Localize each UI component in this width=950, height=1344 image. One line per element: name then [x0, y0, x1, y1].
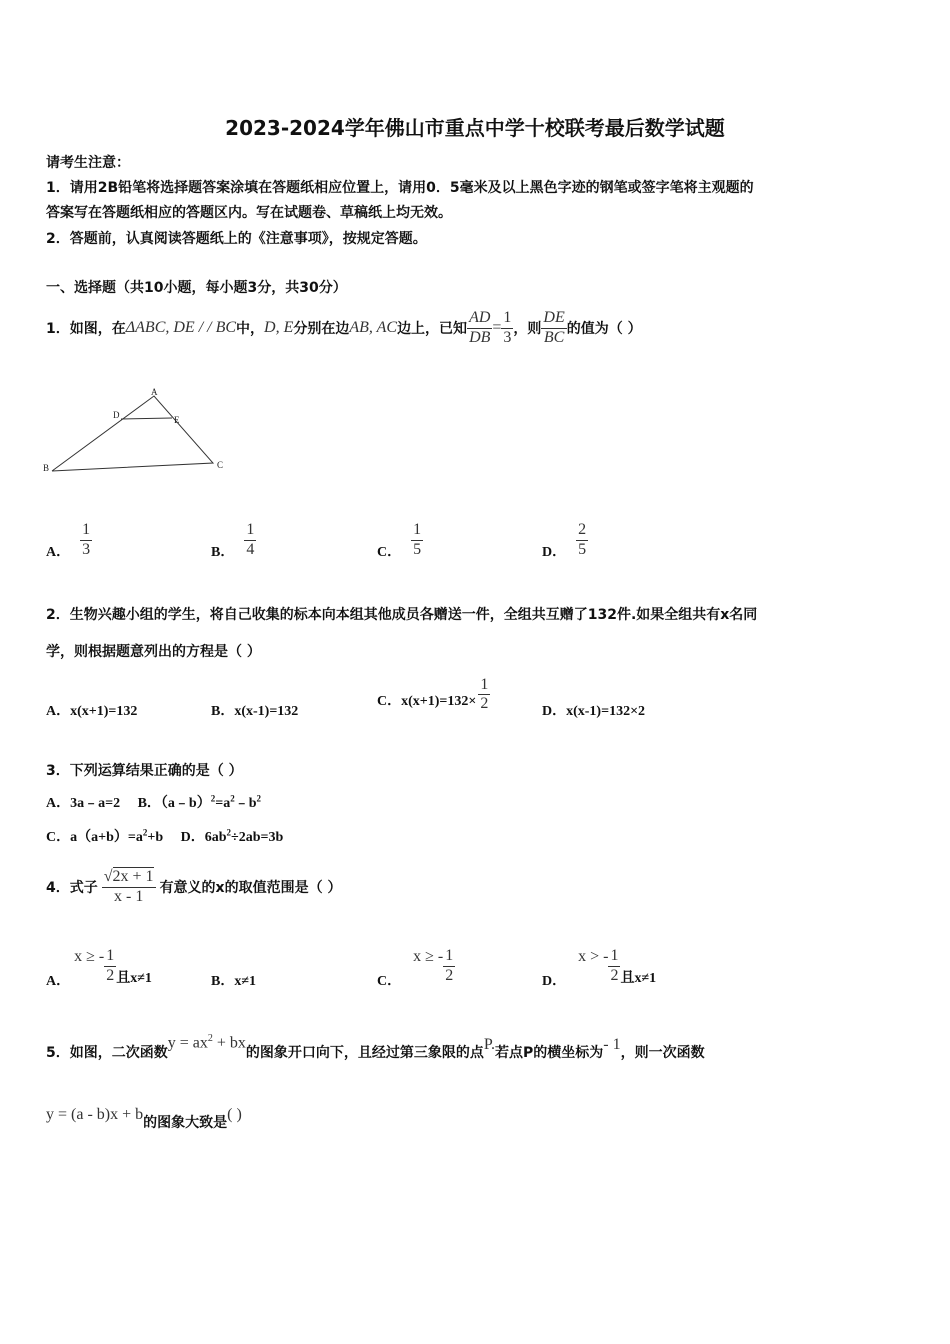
q3-options-row-2	[46, 826, 283, 846]
question-2-line-1: 2．生物兴趣小组的学生，将自己收集的标本向本组其他成员各赠送一件，全组共互赠了132件.如果全组共有x名同	[46, 607, 758, 623]
q1-option-b[interactable]: B． $\frac{1}{4}$	[211, 521, 255, 560]
label-c: C	[217, 460, 224, 470]
q1-fraction-one-third: $\frac{1}{3}$	[503, 309, 512, 346]
q1-option-d[interactable]: D． $\frac{2}{5}$	[542, 521, 587, 560]
label-b: B	[43, 463, 50, 473]
q5-linear-function: y = (a - b)x + b	[46, 1106, 144, 1123]
q5-text-3: 若点P的横坐标为	[495, 1045, 604, 1061]
q4-option-d[interactable]: D． x > - $\frac{1}{2}$ 且x≠1	[542, 947, 657, 989]
q2-option-d[interactable]: D．x(x-1)=132×2	[542, 704, 646, 719]
q1-text-5: ，则	[513, 321, 542, 337]
q4-option-d-fraction: $\frac{1}{2}$	[610, 947, 619, 984]
q1-fraction-ad-db: $\frac{AD}{DB}$	[469, 309, 491, 346]
q2-option-c-fraction: $\frac{1}{2}$	[480, 676, 489, 713]
q2-option-a[interactable]: A．x(x+1)=132	[46, 704, 138, 719]
section-heading: 一、选择题（共10小题，每小题3分，共30分）	[46, 280, 347, 296]
q3-option-a[interactable]: A．3a﹣a=2	[46, 796, 121, 811]
q1-math-sides: AB, AC	[349, 319, 398, 336]
notes-heading: 请考生注意：	[46, 155, 130, 171]
question-1-stem	[46, 300, 642, 356]
label-d: D	[113, 410, 120, 420]
q1-math-triangle: ΔABC, DE / / BC	[125, 319, 237, 336]
q4-option-c-fraction: $\frac{1}{2}$	[445, 947, 454, 984]
q5-line-2-text: 的图象大致是	[143, 1115, 228, 1131]
q1-equals: =	[492, 319, 502, 336]
q1-option-a[interactable]: A． $\frac{1}{3}$	[46, 521, 91, 560]
q5-text-4: ，则一次函数	[620, 1045, 705, 1061]
q4-option-b[interactable]: B．x≠1	[211, 974, 257, 989]
q2-option-c[interactable]: C．x(x+1)=132× $\frac{1}{2}$	[377, 676, 489, 713]
question-3-stem: 3．下列运算结果正确的是（ ）	[46, 763, 243, 779]
q1-option-a-fraction: $\frac{1}{3}$	[82, 521, 91, 558]
q5-answer-paren: ( )	[227, 1106, 242, 1123]
q1-text-4: 边上，已知	[397, 321, 468, 337]
question-5-line-1	[46, 1030, 705, 1066]
q1-fraction-de-bc: $\frac{DE}{BC}$	[543, 309, 565, 346]
note-2: 2．答题前，认真阅读答题纸上的《注意事项》，按规定答题。	[46, 231, 427, 247]
label-a: A	[151, 387, 158, 397]
q4-prefix: 4．式子	[46, 880, 98, 896]
q3-options-row-1	[46, 792, 261, 812]
q1-text-2: 中，	[236, 321, 265, 337]
q2-option-b[interactable]: B．x(x-1)=132	[211, 704, 299, 719]
segment-de	[121, 418, 172, 419]
q4-suffix: 有意义的x的取值范围是（ ）	[159, 880, 342, 896]
radical-sign: √	[103, 868, 113, 886]
note-1-line-2: 答案写在答题纸相应的答题区内。写在试题卷、草稿纸上均无效。	[46, 205, 452, 221]
q1-text-3: 分别在边	[293, 321, 350, 337]
q5-quadratic: $y = ax^2$ + bx	[167, 1032, 246, 1051]
triangle-abc	[52, 396, 213, 471]
q1-text-6: 的值为（ ）	[566, 321, 642, 337]
note-1-line-1: 1．请用2B铅笔将选择题答案涂填在答题纸相应位置上，请用0．5毫米及以上黑色字迹的钢笔或签字笔将主观题的	[46, 180, 754, 196]
q1-option-c-fraction: $\frac{1}{5}$	[413, 521, 422, 558]
page-title: 2023-2024学年佛山市重点中学十校联考最后数学试题	[225, 116, 725, 140]
q1-option-d-fraction: $\frac{2}{5}$	[578, 521, 587, 558]
question-4-stem	[46, 860, 341, 914]
q1-option-b-fraction: $\frac{1}{4}$	[246, 521, 255, 558]
q3-option-c[interactable]: C．$a(a+b)=a^2+b$	[46, 827, 164, 845]
q5-point-p: P.	[483, 1036, 496, 1053]
q4-option-a-fraction: $\frac{1}{2}$	[106, 947, 115, 984]
q4-expression: $\frac{√2x + 1}{x - 1}$	[103, 868, 154, 905]
q1-option-c[interactable]: C． $\frac{1}{5}$	[377, 521, 422, 560]
q4-option-a[interactable]: A． x ≥ - $\frac{1}{2}$ 且x≠1	[46, 947, 152, 989]
question-5-line-2	[46, 1100, 242, 1136]
q1-prefix: 1．如图，在	[46, 321, 126, 337]
q5-prefix: 5．如图，二次函数	[46, 1045, 168, 1061]
q5-neg-one: - 1	[603, 1036, 621, 1053]
question-2-line-2: 学，则根据题意列出的方程是（ ）	[46, 644, 261, 660]
q4-option-c[interactable]: C． x ≥ - $\frac{1}{2}$	[377, 947, 454, 989]
q3-option-d[interactable]: D．$6ab^2\div 2ab=3b$	[180, 827, 284, 845]
q1-math-points: D, E	[264, 319, 294, 336]
triangle-figure	[40, 385, 230, 480]
label-e: E	[174, 415, 180, 425]
q3-option-b[interactable]: B．$(a﹣b)^2=a^2﹣b^2$	[137, 793, 261, 811]
q5-text-2: 的图象开口向下，且经过第三象限的点	[245, 1045, 484, 1061]
